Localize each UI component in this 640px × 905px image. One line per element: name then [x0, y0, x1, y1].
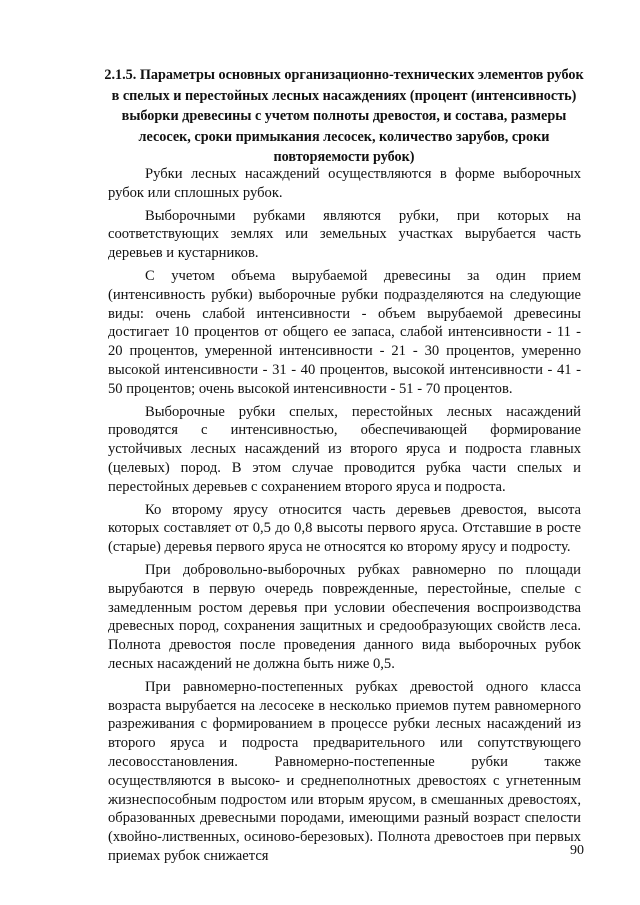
paragraph: При добровольно-выборочных рубках равномерно по площади вырубаются в первую очередь поврежденные, перестойные, спелые с замедленным ростом деревья при условии обеспечения воспроизводства древесных пород, сохранения защитных и средообразующих свойств леса. Полнота древостоя после проведения данного вида выборочных рубок лесных насаждений не должна быть ниже 0,5.: [108, 561, 581, 672]
section-heading: 2.1.5. Параметры основных организационно-технических элементов рубок в спелых и перестойных лесных насаждениях (процент (интенсивность) выборки древесины с учетом полноты древостоя, и состава, размеры лесосек, сроки примыкания лесосек, количество зарубов, сроки повторяемости рубок): [104, 67, 584, 166]
paragraph: С учетом объема вырубаемой древесины за один прием (интенсивность рубки) выборочные рубки подразделяются на следующие виды: очень слабой интенсивности - объем вырубаемой древесины достигает 10 процентов от общего ее запаса, слабой интенсивности - 11 - 20 процентов, умеренной интенсивности - 21 - 30 процентов, умеренно высокой интенсивности - 31 - 40 процентов, высокой интенсивности - 41 - 50 процентов; очень высокой интенсивности - 51 - 70 процентов.: [108, 267, 581, 397]
paragraph: Ко второму ярусу относится часть деревьев древостоя, высота которых составляет от 0,5 до 0,8 высоты первого яруса. Отставшие в росте (старые) деревья первого яруса не относятся ко второму ярусу и подросту.: [108, 501, 581, 556]
paragraph: Рубки лесных насаждений осуществляются в форме выборочных рубок или сплошных рубок.: [108, 166, 581, 201]
paragraph: При равномерно-постепенных рубках древостой одного класса возраста вырубается на лесосеке в несколько приемов путем равномерного разреживания с формированием в процессе рубки лесных насаждений из второго яруса и подроста предварительного или сопутствующего лесовосстановления. Равномерно-постепенные рубки также осуществляются в высоко- и среднеполнотных древостоях с угнетенным жизнеспособным подростом или вторым ярусом, в смешанных древостоях, образованных древесными породами, имеющими разный возраст спелости (хвойно-лиственных, осиново-березовых). Полнота древостоев при первых приемах рубок снижается: [108, 678, 581, 864]
page-number: 90: [570, 843, 584, 858]
paragraph: Выборочными рубками являются рубки, при которых на соответствующих землях или земельных участках вырубается часть деревьев и кустарников.: [108, 207, 581, 262]
paragraph: Выборочные рубки спелых, перестойных лесных насаждений проводятся с интенсивностью, обеспечивающей формирование устойчивых лесных насаждений из второго яруса и подроста главных (целевых) пород. В этом случае проводится рубка части спелых и перестойных деревьев с сохранением второго яруса и подроста.: [108, 403, 581, 495]
body-text: [108, 165, 581, 870]
